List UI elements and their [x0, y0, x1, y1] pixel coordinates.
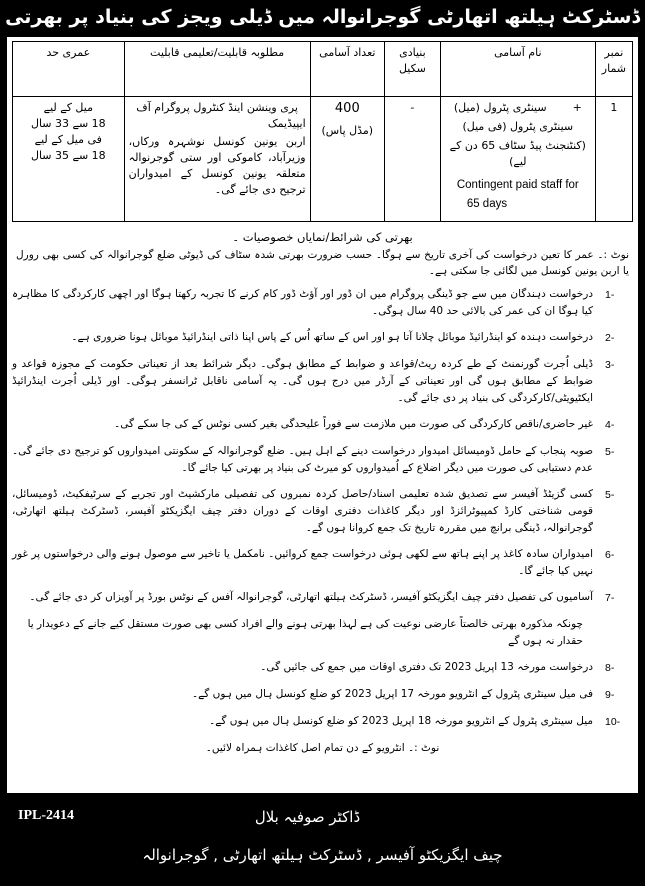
- conditions-heading: بھرتی کی شرائط/نمایاں خصوصیات ۔: [232, 230, 413, 244]
- post-name-note: (کنٹنجنٹ پیڈ سٹاف 65 دن کے لیے): [449, 138, 586, 168]
- count-value: 400: [334, 101, 360, 116]
- body-panel: [6, 36, 639, 794]
- condition-item-8: 8- درخواست مورخہ 13 اپریل 2023 تک دفتری اوقات میں جمع کی جائیں گی۔: [260, 660, 615, 674]
- condition-item-9: 9- فی میل سینٹری پٹرول کے انٹرویو مورخہ 17 اپریل 2023 کو ضلع کونسل ہال میں ہوں گے۔: [191, 687, 615, 701]
- header-banner: [0, 0, 645, 36]
- age-female: فی میل کے لیے 18 سے 35 سال: [30, 132, 106, 162]
- condition-item-2: 2- درخواست دہندہ کو اینڈرائیڈ موبائل چلانا آتا ہو اور اس کے ساتھ اُس کے پاس اپنا ذاتی اینڈرائیڈ موبائل ہونا ضروری ہے۔: [71, 330, 615, 344]
- post-plus-sign: +: [572, 101, 582, 114]
- conditions-top-note: نوٹ :۔ عمر کا تعین درخواست کی آخری تاریخ سے ہوگا۔ حسب ضرورت بھرتی شدہ سٹاف کی ڈیوٹی ضلع گوجرانوالہ کی کسی بھی رورل یا اربن یونین کونسل میں لگائی جا سکتی ہے۔: [16, 249, 629, 277]
- condition-item-10: 10- میل سینٹری پٹرول کے انٹرویو مورخہ 18 اپریل 2023 کو ضلع کونسل ہال میں ہوں گے۔: [209, 714, 621, 728]
- header-qualification: مطلوبہ قابلیت/تعلیمی قابلیت: [124, 42, 310, 97]
- cell-serial: 1: [595, 97, 632, 222]
- condition-item-3: 3- ڈیلی اُجرت گورنمنٹ کے طے کردہ ریٹ/قواعد و ضوابط کے مطابق ہوگی۔ دیگر شرائط بعد از تعیناتی حکومت کے مجوزہ قواعد و ضوابط کے مطابق ہوں گی اور تعیناتی کے آرڈر میں درج ہوں گی۔ یہ آسامی ناقابل ٹرانسفر ہوگی۔ اور ڈیلی اُجرت اینڈرائیڈ ایکٹیویٹی/کارکردگی کی بنیاد پر دی جائے گی۔: [12, 357, 615, 404]
- post-name-male: +سینٹری پٹرول (میل): [453, 101, 582, 114]
- conditions-list: [12, 286, 633, 740]
- cell-basic-scale: -: [385, 97, 441, 222]
- condition-item-5b: 5- کسی گزیٹڈ آفیسر سے تصدیق شدہ تعلیمی اسناد/حاصل کردہ نمبروں کی تفصیلی مارکشیٹ اور تجربے کے سرٹیفکیٹ، ڈومیسائل، قومی شناختی کارڈ کمپیوٹرائزڈ اور دیگر کاغذات دفتری اوقات کے دوران دفتر چیف ایگزیکٹو آفیسر، ڈسٹرکٹ ہیلتھ اتھارٹی، گوجرانوالہ، ڈینگی برانچ میں مقررہ تاریخ تک جمع کروانا ہوں گے۔: [12, 487, 615, 534]
- signatory-name: ڈاکٹر صوفیہ بلال: [254, 808, 361, 826]
- qualification-program: پری وینشن اینڈ کنٹرول پروگرام آف ایپیڈیمک: [136, 101, 306, 130]
- condition-item-7: 7- آسامیوں کی تفصیل دفتر چیف ایگزیکٹو آفیسر، ڈسٹرکٹ ہیلتھ اتھارٹی، گوجرانوالہ آفس کے نوٹس بورڈ پر آویزاں کر دی جائے گی۔: [29, 590, 615, 604]
- condition-item-4: 4- غیر حاضری/ناقص کارکردگی کی صورت میں ملازمت سے فوراً علیحدگی بغیر کسی نوٹس کے کی جا سکے گی۔: [114, 417, 615, 431]
- qualification-detail: اربن یونین کونسل نوشہرہ ورکاں، وزیرآباد، کاموکی اور ستی گوجرنوالہ متعلقہ یونین کونسل کے امیدواران ترجیح دی جائے گی۔: [128, 134, 306, 196]
- footer-banner: [0, 794, 645, 886]
- table-row: [13, 97, 633, 222]
- header-serial: نمبر شمار: [595, 42, 632, 97]
- page-title: ڈسٹرکٹ ہیلتھ اتھارٹی گوجرانوالہ میں ڈیلی ویجز کی بنیاد پر بھرتی: [5, 5, 640, 28]
- count-education-note: (مڈل پاس): [321, 123, 374, 137]
- condition-item-6: 6- امیدواران سادہ کاغذ پر اپنے ہاتھ سے لکھی ہوئی درخواست جمع کروائیں۔ نامکمل یا تاخیر سے موصول ہونے والی درخواستوں پر غور نہیں کیا جائے گا۔: [12, 547, 615, 577]
- conditions-section: [12, 228, 633, 791]
- header-age-limit: عمری حد: [13, 42, 125, 97]
- age-male: میل کے لیے 18 سے 33 سال: [30, 101, 106, 130]
- header-count: تعداد آسامی: [310, 42, 384, 97]
- header-post-name: نام آسامی: [440, 42, 595, 97]
- ipl-code: IPL-2414: [18, 808, 74, 823]
- cell-age-limit: [13, 97, 125, 222]
- cell-count: [310, 97, 384, 222]
- post-name-female: سینٹری پٹرول (فی میل): [462, 119, 574, 133]
- conditions-bottom-note: نوٹ :۔ انٹرویو کے دن تمام اصل کاغذات ہمراہ لائیں۔: [205, 741, 440, 754]
- condition-item-5a: 5- صوبہ پنجاب کے حامل ڈومیسائل امیدوار درخواست دینے کے اہل ہیں۔ ضلع گوجرانوالہ کے سکونتی امیدواروں کو ترجیح دی جائے گی۔ عدم دستیابی کی صورت میں دیگر اضلاع کے اُمیدواروں کو میرٹ کی بنیاد پر بھرتی کیا جائے گا۔: [12, 444, 615, 474]
- post-name-english-line1: Contingent paid staff for: [456, 178, 579, 191]
- condition-item-1: 1- درخواست دہندگان میں سے جو ڈینگی پروگرام میں ان ڈور اور آؤٹ ڈور کام کرنے کا تجربہ رکھتا ہوگا اور اچھی کارکردگی کا مظاہرہ کیا ہوگا ان کی عمر کی بالائی حد 40 سال ہوگی۔: [12, 287, 615, 317]
- posts-table: [12, 41, 633, 222]
- post-name-english-line2: 65 days: [466, 198, 508, 211]
- condition-item-temporary-note: چونکہ مذکورہ بھرتی خالصتاً عارضی نوعیت کی ہے لہذا بھرتی ہونے والے افراد کسی بھی صورت مستقل کیے جانے کے دعویدار یا حقدار نہ ہوں گے: [27, 617, 583, 647]
- header-basic-scale: بنیادی سکیل: [385, 42, 441, 97]
- cell-qualification: [124, 97, 310, 222]
- table-header-row: [13, 42, 633, 97]
- cell-post-name: [440, 97, 595, 222]
- signatory-designation: چیف ایگزیکٹو آفیسر , ڈسٹرکٹ ہیلتھ اتھارٹی , گوجرانوالہ: [142, 846, 503, 864]
